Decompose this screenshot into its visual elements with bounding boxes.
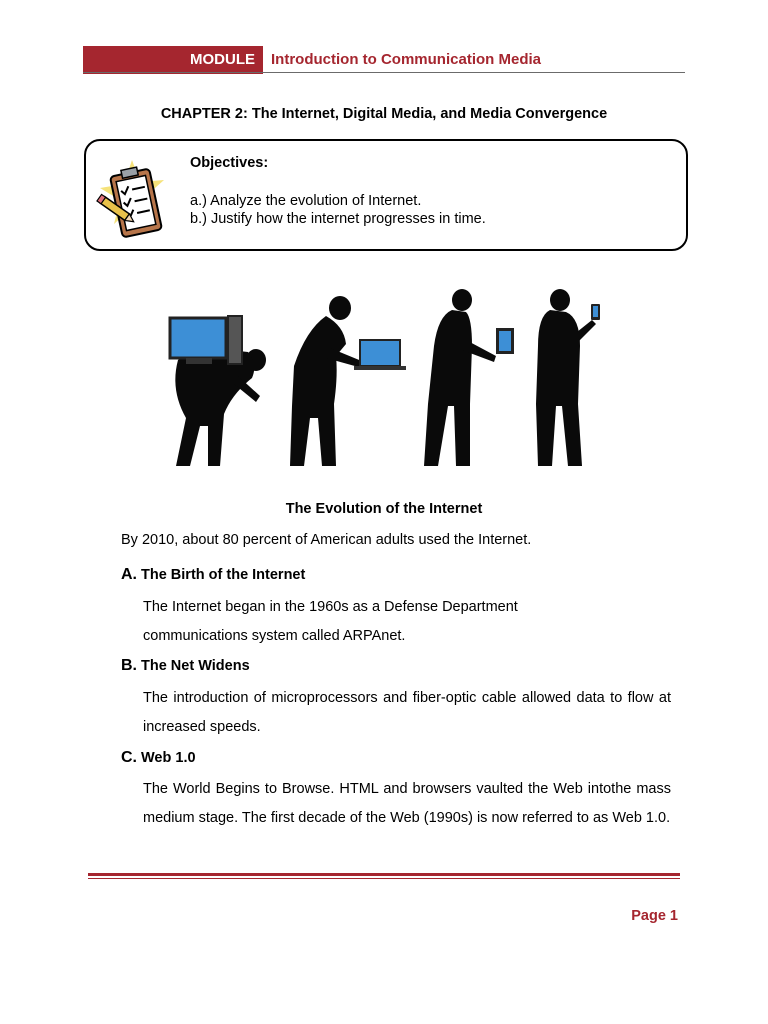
footer-divider [88, 873, 680, 876]
objective-item: a.) Analyze the evolution of Internet. [190, 193, 422, 209]
subsection-body-a [143, 593, 671, 650]
subsection-title: The Birth of the Internet [141, 567, 306, 583]
body-line: The Internet began in the 1960s as a Defense Department [143, 599, 518, 615]
module-tag: MODULE [83, 46, 263, 74]
subsection-title: Web 1.0 [141, 750, 196, 766]
subsection-letter: B. [121, 657, 137, 674]
section-title: The Evolution of the Internet [285, 501, 483, 517]
subsection-heading-b [121, 657, 250, 675]
header-divider [83, 72, 685, 73]
footer-divider-thin [88, 878, 680, 879]
subsection-title: The Net Widens [141, 658, 250, 674]
subsection-letter: C. [121, 749, 137, 766]
chapter-title: CHAPTER 2: The Internet, Digital Media, and Media Convergence [160, 106, 608, 122]
evolution-illustration [160, 286, 610, 472]
intro-paragraph: By 2010, about 80 percent of American adults used the Internet. [121, 532, 532, 548]
objectives-heading: Objectives: [190, 155, 269, 171]
subsection-body-b: The introduction of microprocessors and fiber-optic cable allowed data to flow at increased speeds. [143, 690, 671, 735]
subsection-heading-a [121, 566, 305, 584]
subsection-body-c: The World Begins to Browse. HTML and browsers vaulted the Web intothe mass medium stage. The first decade of the Web (1990s) is now referred to as Web 1.0. [143, 781, 671, 826]
subsection-letter: A. [121, 566, 137, 583]
body-line: communications system called ARPAnet. [143, 627, 406, 644]
subsection-heading-c [121, 749, 196, 767]
module-title: Introduction to Communication Media [271, 51, 541, 68]
clipboard-checklist-icon [96, 158, 168, 242]
objective-item: b.) Justify how the internet progresses in time. [190, 211, 486, 227]
page-number: Page 1 [631, 908, 678, 924]
